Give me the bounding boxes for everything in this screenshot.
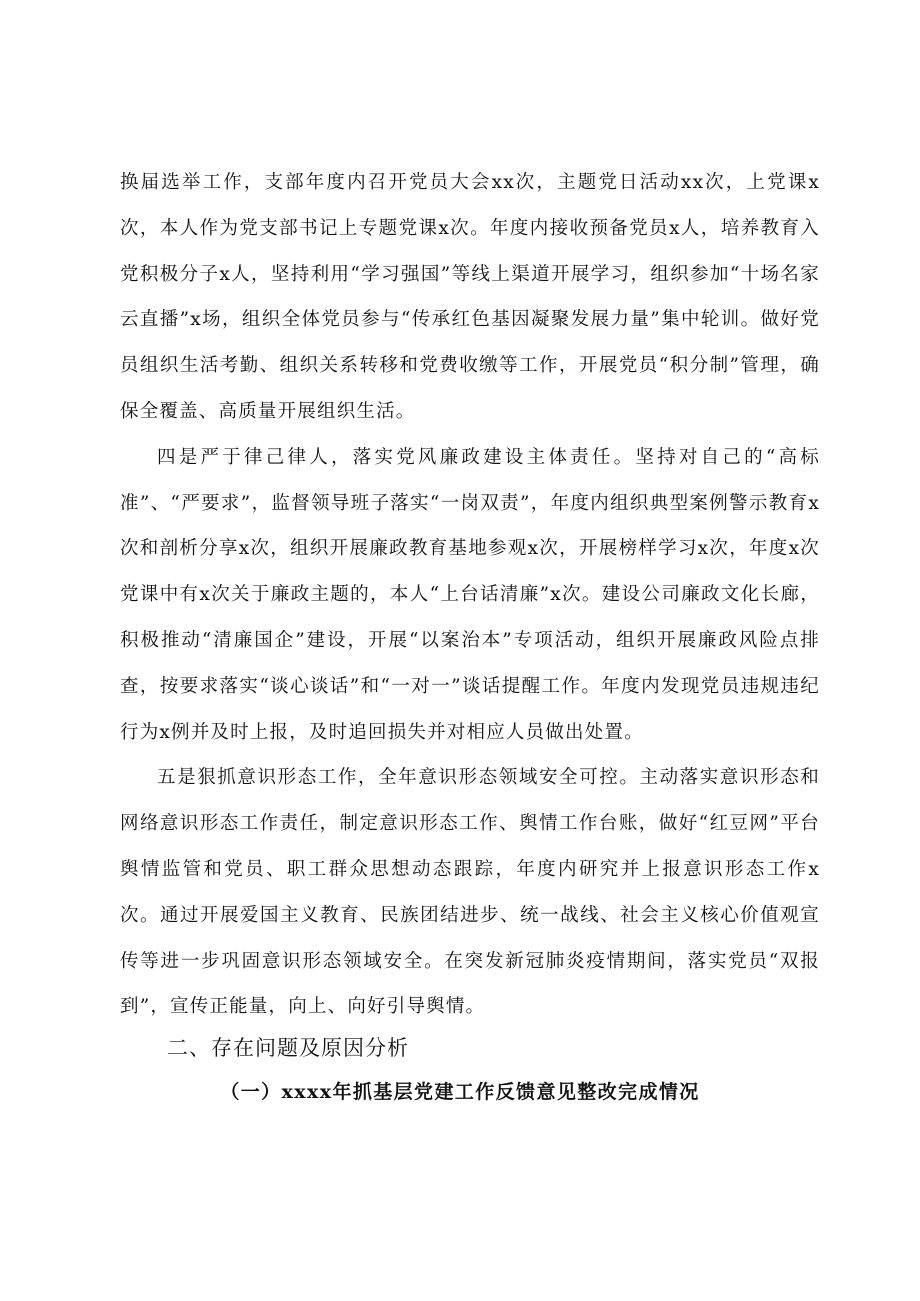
section-heading: 二、存在问题及原因分析 [167,1036,409,1060]
subsection-heading: （一）xxxx年抓基层党建工作反馈意见整改完成情况 [220,1081,700,1103]
paragraph-continued: 换届选举工作，支部年度内召开党员大会xx次，主题党日活动xx次，上党课x次，本人作为党支部书记上专题党课x次。年度内接收预备党员x人，培养教育入党积极分子x人，坚持利用“学习强国”等线上渠道开展学习，组织参加“十场名家云直播”x场，组织全体党员参与“传承红色基因凝聚发展力量”集中轮训。做好党员组织生活考勤、组织关系转移和党费收缴等工作，开展党员“积分制”管理，确保全覆盖、高质量开展组织生活。 [120,172,820,422]
paragraph-ideology: 五是狠抓意识形态工作，全年意识形态领域安全可控。主动落实意识形态和网络意识形态工作责任，制定意识形态工作、舆情工作台账，做好“红豆网”平台舆情监管和党员、职工群众思想动态跟踪，年度内研究并上报意识形态工作x次。通过开展爱国主义教育、民族团结进步、统一战线、社会主义核心价值观宣传等进一步巩固意识形态领域安全。在突发新冠肺炎疫情期间，落实党员“双报到”，宣传正能量，向上、向好引导舆情。 [120,767,820,1018]
document-body [120,160,820,1030]
paragraph-integrity: 四是严于律己律人，落实党风廉政建设主体责任。坚持对自己的“高标准”、“严要求”，监督领导班子落实“一岗双责”，年度内组织典型案例警示教育x次和剖析分享x次，组织开展廉政教育基地参观x次，开展榜样学习x次，年度x次党课中有x次关于廉政主题的，本人“上台话清廉”x次。建设公司廉政文化长廊，积极推动“清廉国企”建设，开展“以案治本”专项活动，组织开展廉政风险点排查，按要求落实“谈心谈话”和“一对一”谈话提醒工作。年度内发现党员违规违纪行为x例并及时上报，及时追回损失并对相应人员做出处置。 [120,446,820,743]
